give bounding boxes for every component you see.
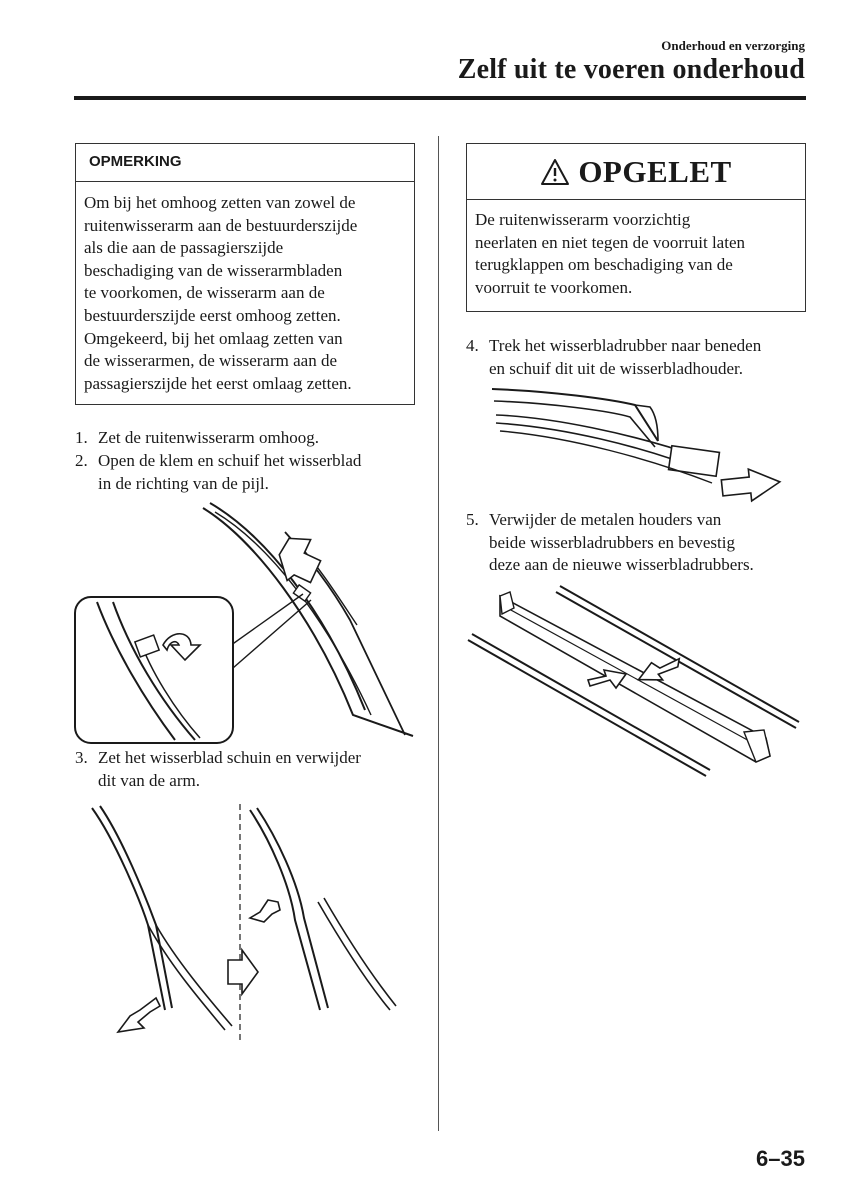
note-line: te voorkomen, de wisserarm aan de xyxy=(84,283,325,303)
caution-line: voorruit te voorkomen. xyxy=(475,277,633,297)
note-line: passagierszijde het eerst omlaag zetten. xyxy=(84,373,352,393)
caution-box xyxy=(466,143,806,312)
step-2 xyxy=(75,450,420,496)
metal-holders-illustration xyxy=(466,582,806,782)
note-line: beschadiging van de wisserarmbladen xyxy=(84,260,343,280)
note-box xyxy=(75,143,415,405)
step-number: 3. xyxy=(75,748,88,767)
arrow-icon xyxy=(228,950,258,994)
note-line: Om bij het omhoog zetten van zowel de xyxy=(84,193,356,212)
step-line: beide wisserbladrubbers en bevestig xyxy=(489,532,735,552)
step-3 xyxy=(75,747,420,793)
step-line: Zet het wisserblad schuin en verwijder xyxy=(98,748,361,767)
note-line: als die aan de passagierszijde xyxy=(84,238,284,258)
step-line: Verwijder de metalen houders van xyxy=(489,510,722,529)
caution-heading: OPGELET xyxy=(578,153,732,189)
note-line: bestuurderszijde eerst omhoog zetten. xyxy=(84,305,341,325)
header-rule xyxy=(74,96,806,100)
arrow-icon xyxy=(118,998,160,1032)
step-text xyxy=(98,747,420,792)
step-line: en schuif dit uit de wisserbladhouder. xyxy=(489,358,744,378)
step-line: dit van de arm. xyxy=(98,770,200,790)
step-text xyxy=(489,335,811,380)
step-line: in de richting van de pijl. xyxy=(98,473,269,493)
caution-header xyxy=(467,144,805,200)
caution-line: De ruitenwisserarm voorzichtig xyxy=(475,210,691,229)
note-line: de wisserarmen, de wisserarm aan de xyxy=(84,351,338,371)
step-number: 5. xyxy=(466,510,479,529)
step-number: 4. xyxy=(466,336,479,355)
step-line: Open de klem en schuif het wisserblad xyxy=(98,451,362,470)
wiper-clip-illustration xyxy=(75,500,420,745)
step-text xyxy=(98,450,420,495)
note-heading: OPMERKING xyxy=(76,144,414,182)
wiper-removal-illustration xyxy=(90,800,420,1045)
step-line: Trek het wisserbladrubber naar beneden xyxy=(489,336,762,355)
page-number: 6–35 xyxy=(756,1146,805,1171)
step-1 xyxy=(75,427,420,451)
step-number: 2. xyxy=(75,451,88,470)
arrow-icon xyxy=(637,659,680,682)
page-title: Zelf uit te voeren onderhoud xyxy=(457,54,805,85)
step-text xyxy=(489,509,811,577)
column-divider xyxy=(438,136,439,1131)
step-text: Zet de ruitenwisserarm omhoog. xyxy=(98,428,319,447)
warning-triangle-icon xyxy=(540,158,570,186)
note-body xyxy=(76,182,414,395)
section-label: Onderhoud en verzorging xyxy=(661,38,805,53)
arrow-icon xyxy=(250,900,280,922)
caution-line: terugklappen om beschadiging van de xyxy=(475,255,733,275)
step-4 xyxy=(466,335,811,381)
note-line: Omgekeerd, bij het omlaag zetten van xyxy=(84,328,343,348)
arrow-icon xyxy=(720,466,781,504)
step-line: deze aan de nieuwe wisserbladrubbers. xyxy=(489,555,754,575)
note-line: ruitenwisserarm aan de bestuurderszijde xyxy=(84,215,358,235)
caution-line: neerlaten en niet tegen de voorruit laten xyxy=(475,232,745,252)
caution-body xyxy=(467,200,805,299)
step-number: 1. xyxy=(75,428,88,447)
step-5 xyxy=(466,509,811,579)
wiper-rubber-illustration xyxy=(490,385,790,500)
